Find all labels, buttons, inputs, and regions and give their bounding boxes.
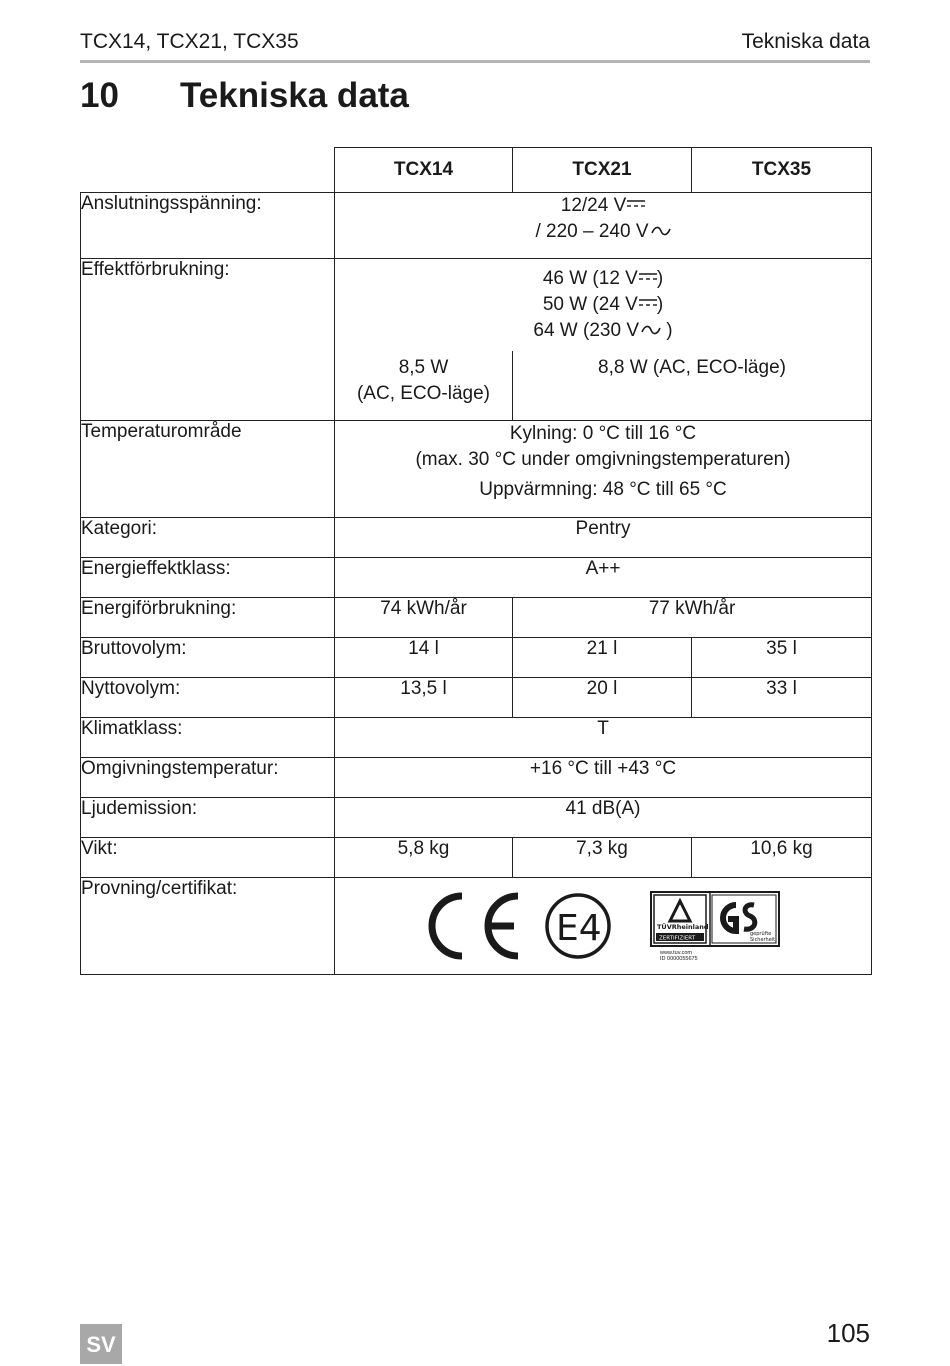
e4-text: E4 [556,908,602,949]
row-label: Bruttovolym: [81,638,335,678]
tuv-gs-mark [650,891,780,962]
e4-mark-icon [542,890,614,962]
ac-symbol-icon [641,325,661,335]
row-label: Vikt: [81,838,335,878]
header-models: TCX14, TCX21, TCX35 [80,30,299,53]
energy-consumption-tcx14: 74 kWh/år [335,598,513,638]
climate-class-value: T [335,718,872,758]
language-tag: SV [80,1324,122,1364]
row-net-volume [81,678,872,718]
ac-symbol-icon [651,226,671,236]
power-230v: 64 W (230 V [533,320,639,341]
ce-mark-icon [426,890,526,962]
power-eco-row [335,351,871,420]
row-label: Effektförbrukning: [81,259,335,421]
paren: ) [661,320,673,341]
row-label: Energieffektklass: [81,558,335,598]
row-label: Omgivningstemperatur: [81,758,335,798]
row-label: Anslutningsspänning: [81,193,335,259]
section-number: 10 [80,76,119,115]
section-title: Tekniska data [180,76,409,115]
energy-class-value: A++ [335,558,872,598]
column-tcx14: TCX14 [335,148,513,193]
cooling-note: (max. 30 °C under omgivningstemperaturen) [415,449,791,470]
row-voltage [81,193,872,259]
table-header-row [81,148,872,193]
heating-range: Uppvärmning: 48 °C till 65 °C [479,479,727,500]
tuv-url: www.tuv.com [660,949,692,956]
gross-volume-tcx21: 21 l [513,638,692,678]
weight-tcx14: 5,8 kg [335,838,513,878]
header-blank-cell [81,148,335,193]
tuv-cert-text: ZERTIFIZIERT [659,935,696,941]
row-energy-consumption [81,598,872,638]
power-eco-other [513,351,871,420]
row-climate-class [81,718,872,758]
row-weight [81,838,872,878]
power-eco-tcx14 [335,351,513,420]
header-divider [80,60,870,63]
weight-tcx35: 10,6 kg [692,838,872,878]
dc-symbol-icon [639,272,657,281]
tuv-id: ID 0000055675 [660,955,698,962]
eco-value: 8,5 W [398,357,449,378]
certification-logos [335,878,872,975]
column-tcx21: TCX21 [513,148,692,193]
cooling-range: Kylning: 0 °C till 16 °C [509,423,697,444]
gs-line2-text: Sicherheit [750,936,776,943]
tuv-brand-text: TÜVRheinland [657,922,709,931]
power-12v: 46 W (12 V [542,268,638,289]
category-value: Pentry [335,518,872,558]
row-ambient-temp [81,758,872,798]
row-gross-volume [81,638,872,678]
gross-volume-tcx14: 14 l [335,638,513,678]
gs-line1-text: geprüfte [750,930,772,937]
voltage-dc: 12/24 V [560,195,627,216]
net-volume-tcx14: 13,5 l [335,678,513,718]
eco-value: 8,8 W (AC, ECO-läge) [598,357,786,378]
power-24v: 50 W (24 V [542,294,638,315]
temperature-value [335,421,872,518]
row-label: Temperaturområde [81,421,335,518]
energy-consumption-tcx21-35: 77 kWh/år [513,598,872,638]
voltage-ac: / 220 – 240 V [535,221,649,242]
net-volume-tcx35: 33 l [692,678,872,718]
paren: ) [656,294,664,315]
row-label: Energiförbrukning: [81,598,335,638]
weight-tcx21: 7,3 kg [513,838,692,878]
row-power [81,259,872,421]
paren: ) [656,268,664,289]
column-tcx35: TCX35 [692,148,872,193]
power-cell [335,259,872,421]
row-certification [81,878,872,975]
row-category [81,518,872,558]
dc-symbol-icon [639,298,657,307]
noise-value: 41 dB(A) [335,798,872,838]
row-label: Klimatklass: [81,718,335,758]
dc-symbol-icon [627,199,645,208]
row-label: Nyttovolym: [81,678,335,718]
spec-table [80,147,872,975]
row-label: Kategori: [81,518,335,558]
page-number: 105 [826,1318,870,1348]
net-volume-tcx21: 20 l [513,678,692,718]
row-label: Ljudemission: [81,798,335,838]
row-noise [81,798,872,838]
header-section-name: Tekniska data [741,30,870,53]
tuv-gs-mark-icon [650,891,780,947]
row-temperature [81,421,872,518]
gross-volume-tcx35: 35 l [692,638,872,678]
eco-mode: (AC, ECO-läge) [356,383,491,404]
ambient-temp-value: +16 °C till +43 °C [335,758,872,798]
voltage-value [335,193,872,259]
row-energy-class [81,558,872,598]
row-label: Provning/certifikat: [81,878,335,975]
